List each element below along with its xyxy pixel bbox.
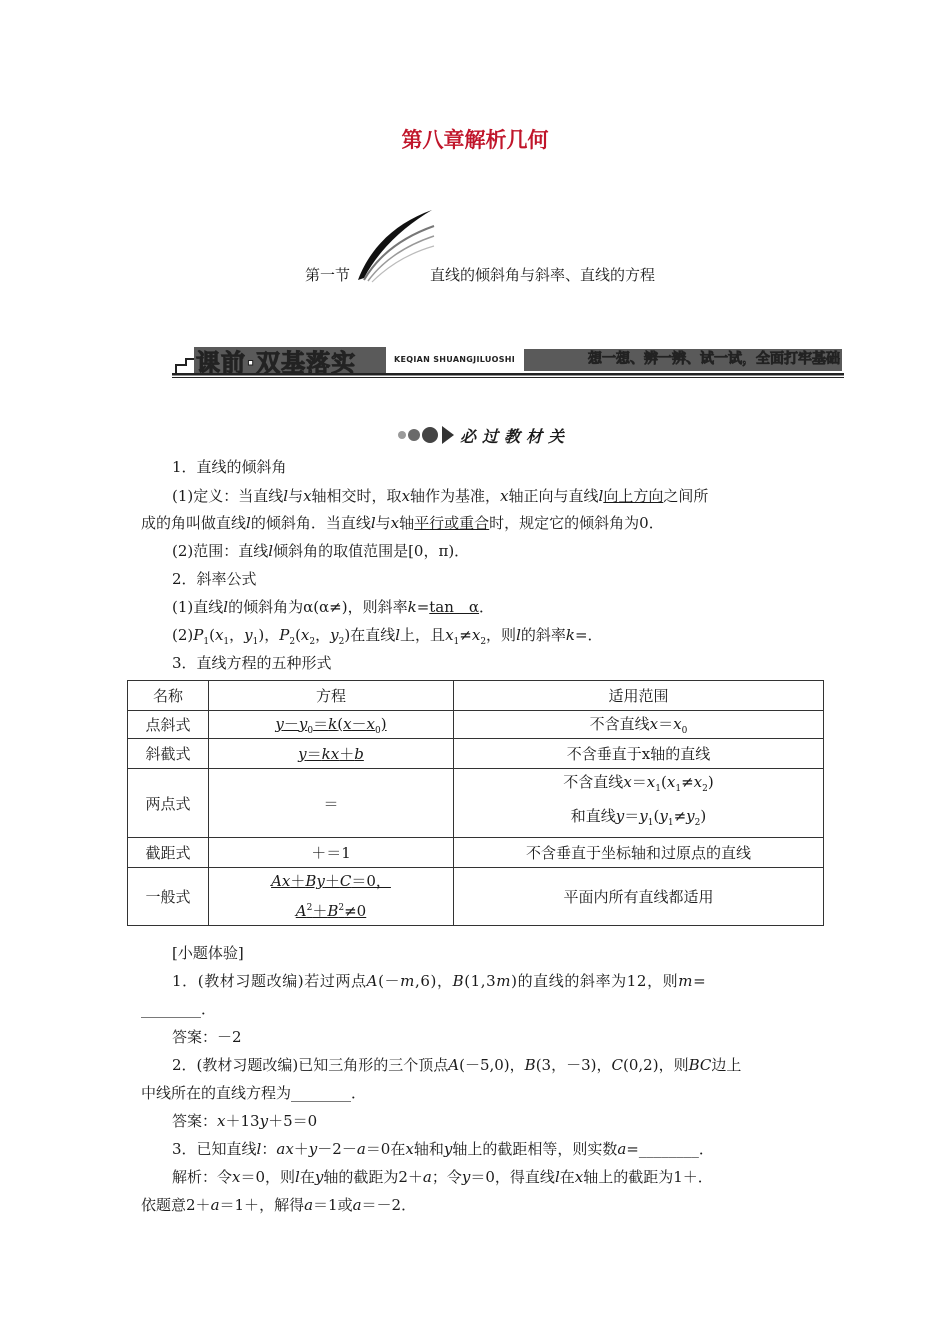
- s2-formula1: (1)直线l的倾斜角为α(α≠)，则斜率k=tan α．: [172, 598, 495, 616]
- header-equation: 方程: [209, 681, 454, 711]
- table-row: [128, 711, 824, 739]
- solution-3: 解析：令x＝0，则l在y轴的截距为2＋a；令y＝0，得直线l在x轴上的截距为1＋．: [172, 1168, 713, 1186]
- row-equation: ＋＝1: [209, 838, 454, 868]
- table-header-row: [128, 681, 824, 711]
- section-label: 第一节: [305, 266, 351, 284]
- banner-title: 课前·双基落实: [196, 349, 357, 377]
- row-equation: y＝kx＋b: [209, 739, 454, 769]
- answer-2: 答案：x＋13y＋5＝0: [172, 1112, 318, 1130]
- swoosh-icon: [350, 208, 440, 283]
- s1-range: (2)范围：直线l倾斜角的取值范围是[0，π)．: [172, 542, 470, 560]
- table-row: [128, 769, 824, 838]
- row-scope: 不含垂直于x轴的直线: [454, 739, 824, 769]
- question-1-blank: ________．: [141, 1000, 217, 1018]
- question-2: 2．(教材习题改编)已知三角形的三个顶点A(－5,0)，B(3，－3)，C(0,2)，则BC边上: [172, 1056, 742, 1074]
- table-row: [128, 868, 824, 926]
- row-name: 截距式: [128, 838, 209, 868]
- s1-definition-line2: 成的角叫做直线l的倾斜角．当直线l与x轴平行或重合时，规定它的倾斜角为0．: [141, 514, 664, 532]
- s3-heading: 3．直线方程的五种形式: [172, 654, 332, 672]
- table-row: [128, 739, 824, 769]
- question-1: 1．(教材习题改编)若过两点A(－m,6)，B(1,3m)的直线的斜率为12，则m=: [172, 972, 707, 990]
- banner-pinyin: KEQIAN SHUANGJILUOSHI: [394, 355, 516, 364]
- header-scope: 适用范围: [454, 681, 824, 711]
- s2-heading: 2．斜率公式: [172, 570, 257, 588]
- row-equation: $y-y_0=k(x-x_0)$: [209, 711, 454, 739]
- s1-heading: 1．直线的倾斜角: [172, 458, 287, 476]
- section-title: 直线的倾斜角与斜率、直线的方程: [430, 266, 656, 284]
- chapter-title: 第八章解析几何: [401, 128, 549, 152]
- banner-slogan: 想一想、辨一辨、试一试，全面打牢基础: [588, 351, 840, 367]
- table-row: [128, 838, 824, 868]
- question-3: 3．已知直线l：ax＋y－2－a＝0在x轴和y轴上的截距相等，则实数a=________．: [172, 1140, 714, 1158]
- s2-formula2: $(2)P_1(x_1$，$y_1$)，$P_2(x_2$，$y_2$)在直线l上，且$x_1\ne x_2$，则l的斜率k=．: [172, 626, 603, 647]
- row-scope: 平面内所有直线都适用: [454, 868, 824, 926]
- practice-heading: [小题体验]: [172, 944, 244, 962]
- header-name: 名称: [128, 681, 209, 711]
- row-name: 一般式: [128, 868, 209, 926]
- row-equation: Ax＋By＋C＝0， $A^2+B^2\ne 0$: [209, 868, 454, 926]
- subhead: [396, 422, 626, 448]
- row-name: 斜截式: [128, 739, 209, 769]
- section-banner: [172, 343, 844, 379]
- section-header: [300, 208, 700, 288]
- s1-definition-line1: (1)定义：当直线l与x轴相交时，取x轴作为基准，x轴正向与直线l向上方向之间所: [172, 487, 709, 505]
- solution-3-line2: 依题意2＋a＝1＋，解得a＝1或a＝－2．: [141, 1196, 417, 1214]
- line-equation-table: [127, 680, 824, 926]
- question-2-line2: 中线所在的直线方程为________．: [141, 1084, 367, 1102]
- row-name: 两点式: [128, 769, 209, 838]
- dots-arrow-icon: [396, 422, 458, 448]
- row-name: 点斜式: [128, 711, 209, 739]
- answer-1: 答案：－2: [172, 1028, 242, 1046]
- row-scope: 不含垂直于坐标轴和过原点的直线: [454, 838, 824, 868]
- subhead-text: 必过教材关: [460, 427, 571, 446]
- row-equation: ＝: [209, 769, 454, 838]
- row-scope: 不含直线$x=x_1(x_1\ne x_2)$ 和直线$y=y_1(y_1\ne y_2)$: [454, 769, 824, 838]
- row-scope: 不含直线$x=x_0$: [454, 711, 824, 739]
